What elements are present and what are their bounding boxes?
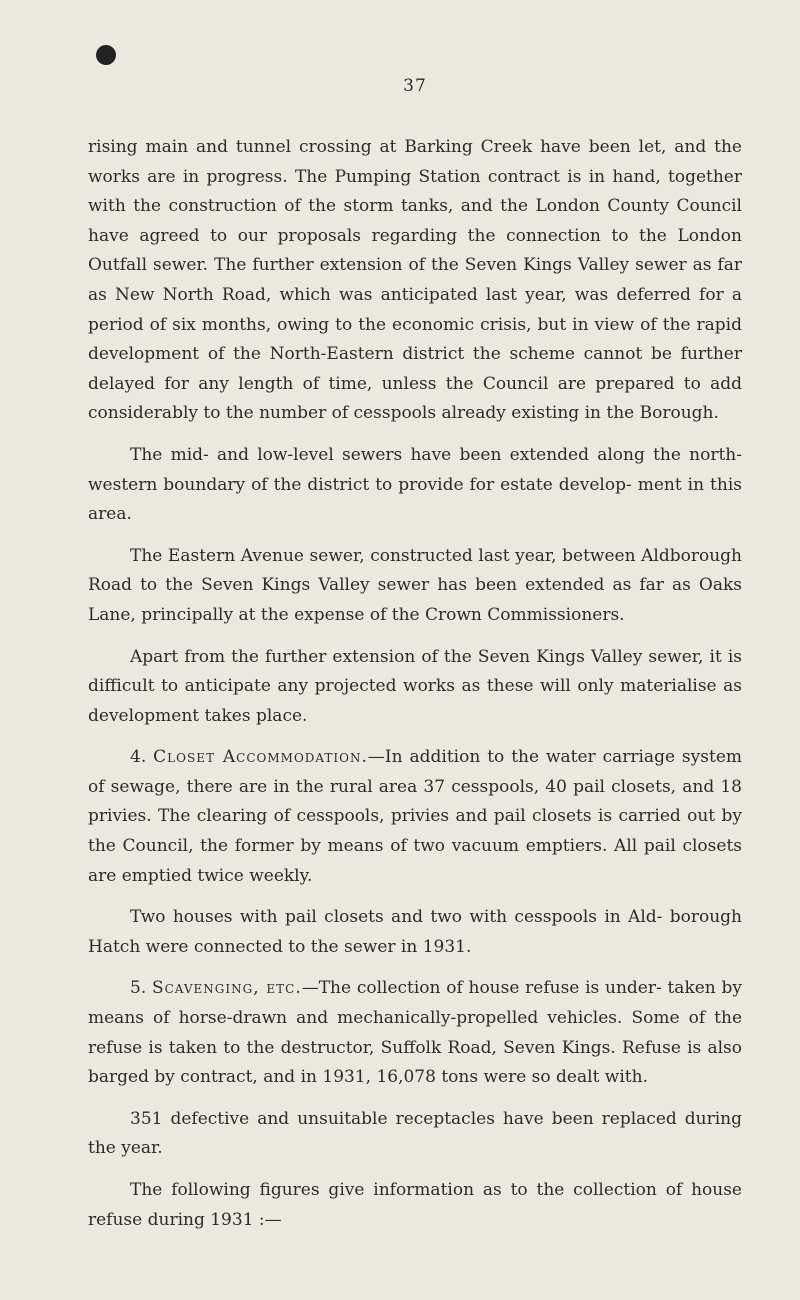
page-number: 37 xyxy=(403,76,427,96)
section-number-4: 4. xyxy=(130,747,147,768)
paragraph-5-text: —In addition to the water carriage system of sewage, there are in the rural area 37 cesspools, 40 pail closets, and 18 privies. The clearing of cesspools, privies and pail closets is carried out by the Council, the former by means of two vacuum emptiers. All pail closets are emptied twice weekly. xyxy=(88,747,743,886)
section-heading-scavenging: Scavenging, etc. xyxy=(151,978,302,999)
paragraph-1: rising main and tunnel crossing at Barking Creek have been let, and the works are in progress. The Pumping Station contract is in hand, together with the construction of the storm tanks, and the London County Council have agreed to our proposals regarding the connection to the London Outfall sewer. The further extension of the Seven Kings Valley sewer as far as New North Road, which was anticipated last year, was deferred for a period of six months, owing to the economic crisis, but in view of the rapid development of the North-Eastern district the scheme cannot be further delayed for any length of time, unless the Council are prepared to add considerably to the number of cesspools already existing in the Borough. xyxy=(88,137,742,424)
paragraph-5 xyxy=(88,743,742,891)
paragraph-7 xyxy=(88,974,742,1092)
section-heading-closet-accommodation: Closet Accommodation. xyxy=(153,747,368,768)
paragraph-6: Two houses with pail closets and two with cesspools in Ald- borough Hatch were connected to the sewer in 1931. xyxy=(88,907,742,957)
paragraph-7-text: —The collection of house refuse is under- taken by means of horse-drawn and mechanically-propelled vehicles. Some of the refuse is taken to the destructor, Suffolk Road, Seven Kings. Refuse is also barged by contract, and in 1931, 16,078 tons were so dealt with. xyxy=(88,978,742,1088)
paragraph-3: The Eastern Avenue sewer, constructed last year, between Aldborough Road to the Seven Kings Valley sewer has been extended as far as Oaks Lane, principally at the expense of the Crown Commissioners. xyxy=(88,545,742,625)
paragraph-2: The mid- and low-level sewers have been extended along the north-western boundary of the district to provide for estate develop- ment in this area. xyxy=(88,444,742,525)
paragraph-9: The following figures give information as to the collection of house refuse during 1931 :— xyxy=(88,1180,742,1230)
document-page xyxy=(88,0,742,1300)
body-text xyxy=(88,133,742,1247)
section-number-5: 5. xyxy=(130,978,147,999)
punch-hole-mark xyxy=(93,42,119,68)
paragraph-4: Apart from the further extension of the Seven Kings Valley sewer, it is difficult to anticipate any projected works as these will only materialise as development takes place. xyxy=(88,646,742,726)
paragraph-8: 351 defective and unsuitable receptacles have been replaced during the year. xyxy=(88,1108,742,1159)
